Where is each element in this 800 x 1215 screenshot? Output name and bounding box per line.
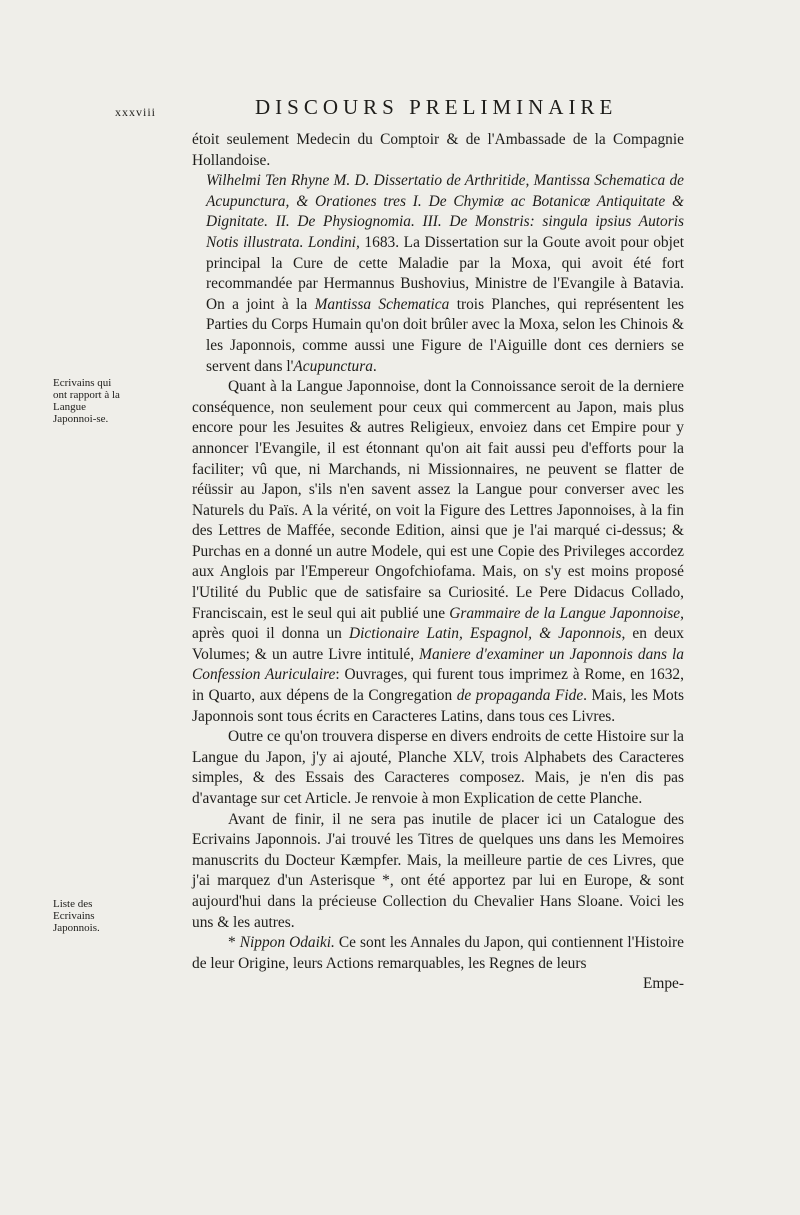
paragraph-planche: Outre ce qu'on trouvera disperse en divers endroits de cette Histoire sur la Langue du Japon, j'y ai ajouté, Planche XLV, trois Alphabets des Caracteres simples, & des Essais des Caracteres composez. Mais, je n'en dis pas d'avantage sur cet Article. Je renvoie à mon Explication de cette Planche. [192, 728, 684, 807]
page-header [115, 95, 680, 125]
main-text [192, 130, 684, 995]
margin-note-list: Liste des Ecrivains Japonnois. [53, 898, 100, 934]
margin-note-writers: Ecrivains qui ont rapport à la Langue Japonnoi-se. [53, 377, 120, 425]
page-number: xxxviii [115, 105, 157, 119]
paragraph-1: étoit seulement Medecin du Comptoir & de l'Ambassade de la Compagnie Hollandoise. [192, 131, 684, 169]
paragraph-ten-rhyne: Wilhelmi Ten Rhyne M. D. Dissertatio de Arthritide, Mantissa Schematica de Acupunctura, & Orationes tres I. De Chymiæ ac Botanicæ Antiquitate & Dignitate. II. De Physiognomia. III. De Monstris: singula ipsius Autoris Notis illustrata. Londini, 1683. La Dissertation sur la Goute avoit pour objet principal la Cure de cette Maladie par la Moxa, qui avoit été fort recommandée par Hermannus Bushovius, Ministre de l'Evangile à Batavia. On a joint à la Mantissa Schematica trois Planches, qui représentent les Parties du Corps Humain qu'on doit brûler avec la Moxa, selon les Chinois & les Japonnois, comme aussi une Figure de l'Aiguille dont ces derniers se servent dans l'Acupunctura. [206, 172, 685, 375]
book-title: Nippon Odaiki. [239, 934, 335, 952]
book-title: Wilhelmi Ten Rhyne M. D. Dissertatio de Arthritide, Mantissa Schematica de Acupunctura, & Orationes tres I. De Chymiæ ac Botanicæ Antiquitate & Dignitate. II. De Physiognomia. III. De Monstris: singula ipsius Autoris Notis illustrata. Londini, [206, 172, 684, 251]
paragraph-catalogue: Avant de finir, il ne sera pas inutile de placer ici un Catalogue des Ecrivains Japonnois. J'ai trouvé les Titres de quelques uns dans les Memoires manuscrits du Docteur Kæmpfer. Mais, la meilleure partie de ces Livres, que j'ai marquez d'un Asterisque *, ont été apportez par lui en Europe, & sont aujourd'hui dans la précieuse Collection du Chevalier Hans Sloane. Voici les uns & les autres. [192, 810, 684, 931]
paragraph-langue-japonnoise: Quant à la Langue Japonnoise, dont la Connoissance seroit de la derniere conséquence, non seulement pour ceux qui commercent au Japon, mais plus encore pour les Jesuites & autres Religieux, envoiez dans cet Empire pour y annoncer l'Evangile, il est étonnant qu'on ait fait aussi peu d'efforts pour la faciliter; vû que, ni Marchands, ni Missionnaires, ne peuvent se flatter de réüssir au Japon, s'ils n'en savent assez la Langue pour converser avec les Naturels du Païs. A la vérité, on voit la Figure des Lettres Japonnoises, à la fin des Lettres de Maffée, seconde Edition, ainsi que je l'ai marqué ci-dessus; & Purchas en a donné un autre Modele, qui est une Copie des Privileges accordez aux Anglois par l'Empereur Ongofchiofama. Mais, on s'y est moins proposé l'Utilité du Public que de satisfaire sa Curiosité. Le Pere Didacus Collado, Franciscain, est le seul qui ait publié une Grammaire de la Langue Japonnoise, après quoi il donna un Dictionaire Latin, Espagnol, & Japonnois, en deux Volumes; & un autre Livre intitulé, Maniere d'examiner un Japonnois dans la Confession Auriculaire: Ouvrages, qui furent tous imprimez à Rome, en 1632, in Quarto, aux dépens de la Congregation de propaganda Fide. Mais, les Mots Japonnois sont tous écrits en Caracteres Latins, dans tous ces Livres. [192, 378, 684, 725]
catchword: Empe- [642, 975, 684, 993]
running-title: DISCOURS PRELIMINAIRE [255, 95, 618, 119]
paragraph-nippon-odaiki: * Nippon Odaiki. Ce sont les Annales du Japon, qui contiennent l'Histoire de leur Origine, leurs Actions remarquables, les Regnes de leurs [192, 934, 684, 972]
